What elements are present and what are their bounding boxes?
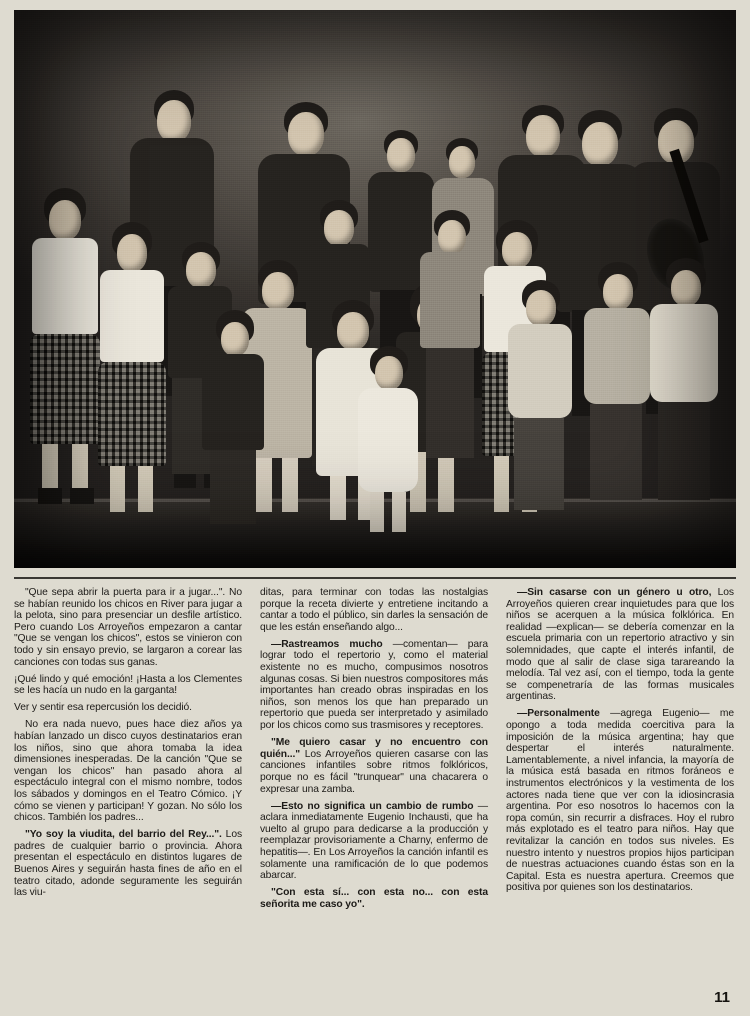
paragraph-with-lead-in [260,887,488,910]
text-column-2 [260,587,488,992]
paragraph-with-lead-in [506,587,734,703]
paragraph-rest: Los Arroyeños quieren crear inquietudes para que los niños se acerquen a la música folklórica. En realidad —explican— se debería comenzar en la escuela primaria con un repertorio atractivo y sin solemnidades, que capte el interés infantil, de modo que al salir de clase siga tarareando la melodía. Tal vez así, con el tiempo, toda la gente se compenetraría de las formas musicales argentinas. [506,587,734,703]
lead-in-bold: —Rastreamos mucho [271,638,383,650]
paragraph-rest: —agrega Eugenio— me opongo a toda medida coercitiva para la imposición de la música argentina; hay que despertar el interés naturalmente. Lamentablemente, a nivel infancia, la mayoría de la música está basada en ritmos foráneos e instrumentos electrónicos y la vestimenta de los actores nada tiene que ver con la idiosincrasia argentina. Por eso nosotros lo hacemos con la ropa común, sin recurrir a disfraces. Hoy el rubro más explotado es el teatro para niños. Hay que revitalizar la canción en todos sus niveles. Es nuestro intento y nuestros propios hijos participan de nuestras actuaciones cuando éstas son en la Capital. Esta es nuestra apertura. Creemos que positiva por quienes son los destinatarios. [506,708,734,894]
paragraph-rest: Los padres de cualquier barrio o provincia. Ahora presentan el espectáculo en distintos lugares de Buenos Aires y seguirán hasta fines de año en el teatro citado, adonde seguramente les seguirán las viu- [14,829,242,899]
lead-in-bold: "Me quiero casar y no encuentro con quién..." [260,737,488,760]
horizontal-rule [14,577,736,579]
article-body [14,587,736,992]
paragraph-rest: —comentan— para lograr todo el repertorio y, como el material existente no es mucho, compusimos nosotros algunas cosas. Si bien nuestros compositores más importantes han creado obras inspiradas en los niños, son menos los que han preparado un repertorio que pueda ser interpretado y asimilado por los chicos como sus trasmisores y receptores. [260,638,488,732]
group-photo [14,10,736,568]
paragraph-with-lead-in [260,801,488,882]
text-column-1 [14,587,242,992]
text-column-3 [506,587,734,992]
paragraph-with-lead-in [506,708,734,894]
lead-in-bold: —Esto no significa un cambio de rumbo [271,800,474,812]
paragraph: No era nada nuevo, pues hace diez años ya habían lanzado un disco cuyos destinatarios eran los niños, sino que ahora tomaba la idea dimensiones inesperadas. De la canción "Que se vengan los chicos" han pasado ahora al espectáculo integral con el mismo nombre, todos los sábados y domingos en el Teatro Cómico. ¡Y cómo se vienen y participan! Y gozan. No sólo los chicos. También los padres... [14,719,242,824]
paragraph: "Que sepa abrir la puerta para ir a jugar...". No se habían reunido los chicos en River para jugar a la pelota, sino para presenciar un desfile artístico. Pero cuando Los Arroyeños empezaron a cantar "Que se vengan los chicos", estos se vinieron con todo y sin ensayo previo, se largaron a corear las canciones con todas sus ganas. [14,587,242,668]
page-number: 11 [714,989,730,1006]
paragraph-rest: Los Arroyeños quieren casarse con las canciones infantiles sobre ritmos folklóricos, porque no es fácil "trunquear" una chacarera o expresar una zamba. [260,748,488,795]
paragraph-with-lead-in [14,829,242,899]
paragraph: ditas, para terminar con todas las nostalgias porque la receta divierte y entretiene incitando a cantar a todo el público, sin darles la sensación de que les están enseñando algo... [260,587,488,633]
paragraph-with-lead-in [260,737,488,795]
paragraph-rest: —aclara inmediatamente Eugenio Inchausti, que ha vuelto al grupo para dedicarse a la producción y reemplazar provisoriamente a Charny, enfermo de hepatitis—. En Los Arroyeños la canción infantil es solamente una ramificación de lo que podemos abarcar. [260,800,488,882]
lead-in-bold: "Yo soy la viudita, del barrio del Rey...". [25,829,222,841]
paragraph-with-lead-in [260,639,488,732]
photo-grain-overlay [14,10,736,568]
paragraph: Ver y sentir esa repercusión los decidió. [14,702,192,714]
lead-in-bold: —Sin casarse con un género u otro, [517,587,712,598]
lead-in-bold: —Personalmente [517,708,600,720]
lead-in-bold: "Con esta sí... con esta no... con esta señorita me caso yo". [260,887,488,910]
paragraph: ¡Qué lindo y qué emoción! ¡Hasta a los Clementes se les hacía un nudo en la garganta! [14,673,242,697]
